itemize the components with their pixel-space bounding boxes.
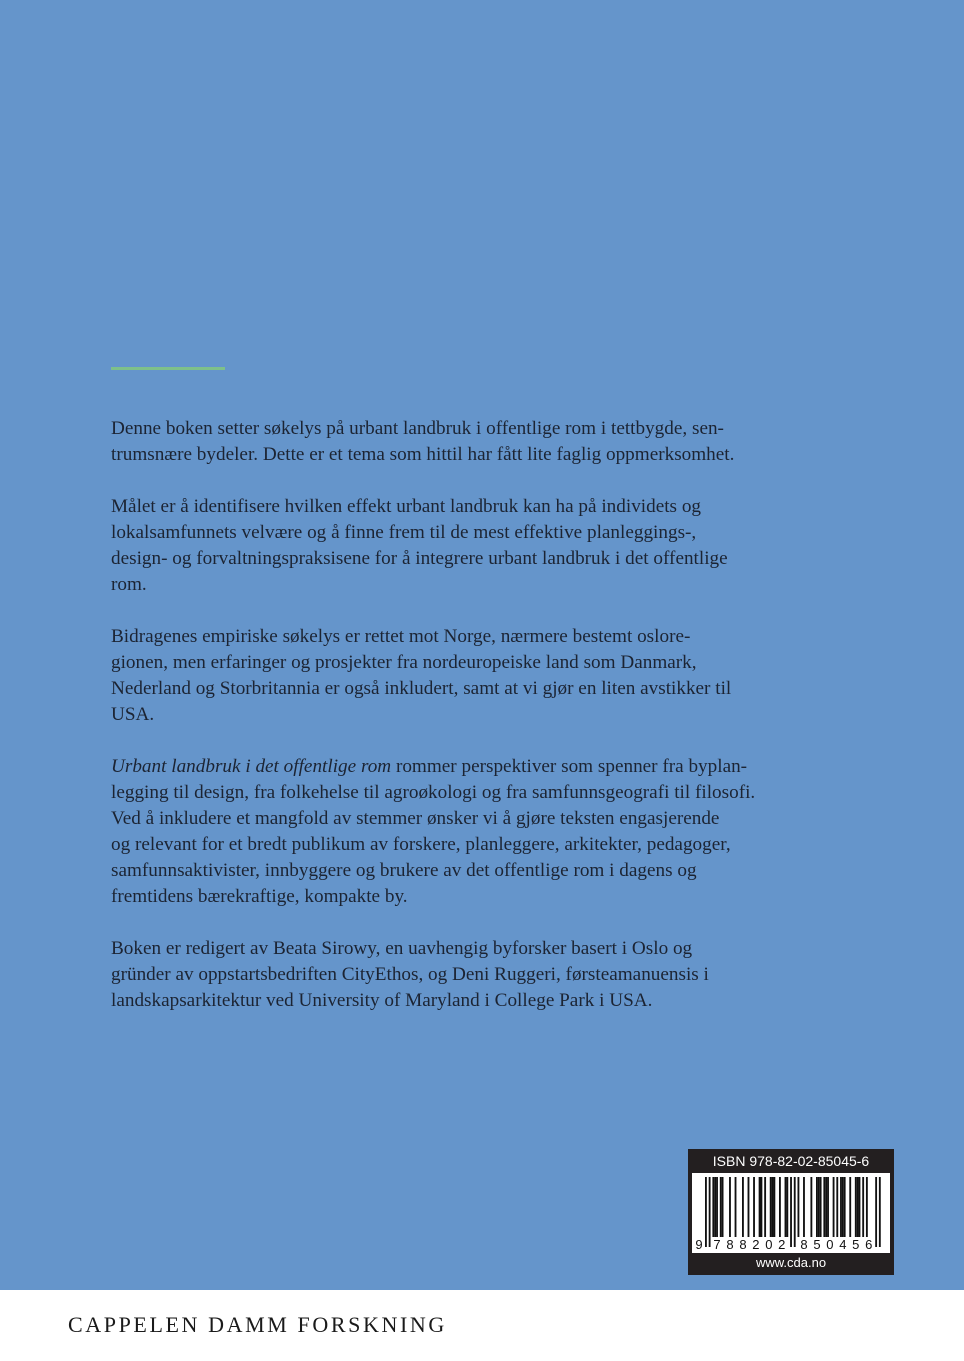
barcode-bar — [823, 1177, 825, 1237]
barcode-digit: 0 — [765, 1237, 773, 1252]
blurb-paragraph-4 — [111, 754, 851, 910]
barcode-bar — [716, 1177, 718, 1237]
barcode-panel — [692, 1173, 890, 1253]
barcode-bar — [836, 1177, 838, 1237]
barcode-bar — [742, 1177, 744, 1237]
barcode-bar — [761, 1177, 763, 1237]
barcode-digit: 2 — [778, 1237, 786, 1252]
barcode-bar — [879, 1177, 881, 1247]
blurb-paragraph-2: Målet er å identifisere hvilken effekt urbant landbruk kan ha på individets og lokalsamfunnets velvære og å finne frem til de mest effektive planleggings-, design- og forvaltningspraksisene for å integrere urbant landbruk i det offentlige rom. — [111, 496, 728, 595]
barcode-bar — [857, 1177, 859, 1237]
blurb-paragraph-5: Boken er redigert av Beata Sirowy, en uavhengig byforsker basert i Oslo og gründer av oppstartsbedriften CityEthos, og Deni Ruggeri, førsteamanuensis i landskapsarkitektur ved University of Maryland i College Park i USA. — [111, 938, 709, 1011]
barcode-digit: 5 — [813, 1237, 821, 1252]
barcode-bar — [779, 1177, 781, 1237]
barcode-bar — [818, 1177, 820, 1237]
barcode-bar — [735, 1177, 737, 1237]
barcode-digit: 2 — [752, 1237, 760, 1252]
barcode-bar — [786, 1177, 788, 1237]
barcode-bar — [844, 1177, 846, 1237]
publisher-website: www.cda.no — [755, 1255, 827, 1270]
barcode-digit: 5 — [852, 1237, 860, 1252]
barcode-bar — [842, 1177, 844, 1237]
barcode-digit: 7 — [713, 1237, 721, 1252]
barcode-digit: 8 — [726, 1237, 734, 1252]
barcode-digit: 0 — [826, 1237, 834, 1252]
barcode-bar — [772, 1177, 774, 1237]
barcode-bar — [862, 1177, 864, 1237]
footer-strip — [0, 1290, 964, 1361]
barcode-bar — [773, 1177, 775, 1237]
barcode-bar — [785, 1177, 787, 1237]
barcode-bar — [748, 1177, 750, 1237]
accent-divider — [111, 367, 225, 370]
barcode-bar — [840, 1177, 842, 1237]
barcode-bar — [709, 1177, 711, 1247]
barcode-bar — [825, 1177, 827, 1237]
barcode-bar — [803, 1177, 805, 1237]
barcode-digit: 6 — [865, 1237, 873, 1252]
barcode-bar — [722, 1177, 724, 1237]
barcode-digit: 8 — [800, 1237, 808, 1252]
barcode-digit: 8 — [739, 1237, 747, 1252]
barcode-bar — [764, 1177, 766, 1237]
barcode-bar — [705, 1177, 707, 1247]
barcode-digit: 4 — [839, 1237, 847, 1252]
blurb-paragraph-3: Bidragenes empiriske søkelys er rettet mot Norge, nærmere bestemt oslore- gionen, men erfaringer og prosjekter fra nordeuropeiske land som Danmark, Nederland og Storbritannia er også inkludert, samt at vi gjør en liten avstikker til USA. — [111, 626, 732, 725]
barcode-bar — [770, 1177, 772, 1237]
barcode-bar — [816, 1177, 818, 1237]
barcode-bar — [810, 1177, 812, 1237]
barcode-bar — [798, 1177, 800, 1237]
barcode-bar — [859, 1177, 861, 1237]
barcode-bar — [833, 1177, 835, 1237]
barcode-bar — [827, 1177, 829, 1237]
barcode-bar — [712, 1177, 714, 1237]
barcode-bar — [820, 1177, 822, 1237]
barcode-bar — [866, 1177, 868, 1237]
barcode-icon — [692, 1173, 890, 1253]
barcode-bar — [855, 1177, 857, 1237]
barcode-bar — [720, 1177, 722, 1237]
barcode-bar — [875, 1177, 877, 1247]
publisher-logo: CAPPELEN DAMM FORSKNING — [68, 1312, 447, 1337]
blurb-paragraph-4-text: rommer perspektiver som spenner fra byplan- legging til design, fra folkehelse til agroøkologi og fra samfunnsgeografi til filosofi. Ved å inkludere et mangfold av stemmer ønsker vi å gjøre teksten engasjerende og relevant for et bredt publikum av forskere, planleggere, arkitekter, pedagoger, samfunnsaktivister, innbyggere og brukere av det offentlige rom i dagens og fremtidens bærekraftige, kompakte by. — [111, 756, 756, 907]
barcode-bar — [753, 1177, 755, 1237]
barcode-digit: 9 — [695, 1237, 703, 1252]
barcode-bar — [729, 1177, 731, 1237]
back-cover-blurb — [111, 416, 851, 1040]
barcode-bar — [759, 1177, 761, 1237]
isbn-barcode-box — [688, 1149, 894, 1275]
barcode-bar — [790, 1177, 792, 1247]
book-title-italic: Urbant landbruk i det offentlige rom — [111, 756, 392, 777]
barcode-bar — [714, 1177, 716, 1237]
barcode-bar — [849, 1177, 851, 1237]
blurb-paragraph-1: Denne boken setter søkelys på urbant landbruk i offentlige rom i tettbygde, sen- trumsnære bydeler. Dette er et tema som hittil har fått lite faglig oppmerksomhet. — [111, 418, 735, 465]
isbn-label: ISBN 978-82-02-85045-6 — [712, 1153, 870, 1169]
barcode-bar — [794, 1177, 796, 1247]
